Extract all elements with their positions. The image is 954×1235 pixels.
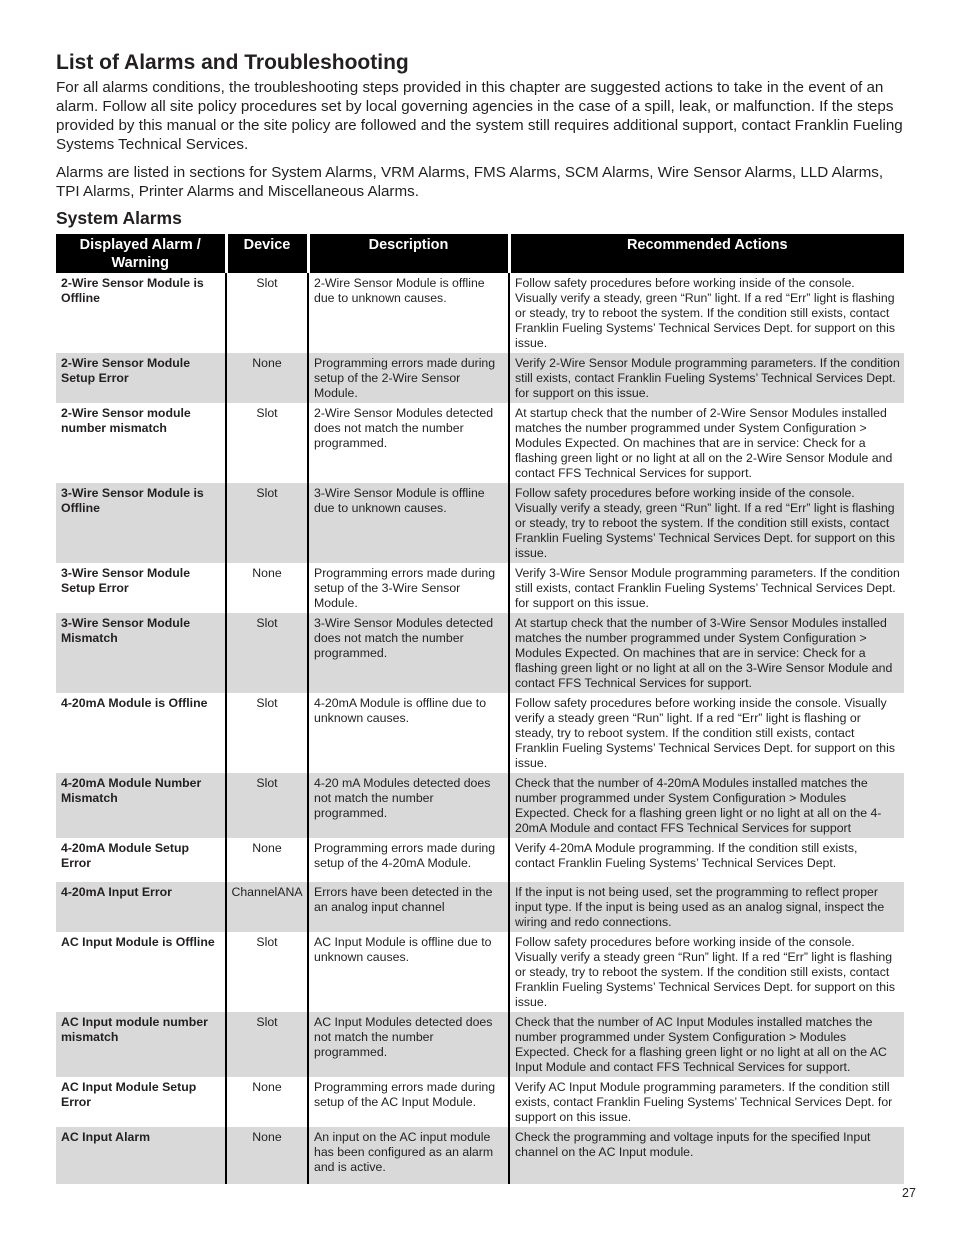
intro-text [56, 78, 904, 201]
cell-description: 4-20mA Module is offline due to unknown causes. [308, 693, 509, 773]
intro-paragraph: For all alarms conditions, the troubleshooting steps provided in this chapter are suggested actions to take in the event of an alarm. Follow all site policy procedures set by local governing agencies in the case of a spill, leak, or malfunction. If the steps provided by this manual or the site policy are followed and the system still requires additional support, contact Franklin Fueling Systems Technical Services. [56, 79, 903, 153]
cell-device: Slot [226, 483, 308, 563]
page-number: 27 [902, 1186, 916, 1200]
cell-device: None [226, 838, 308, 882]
cell-alarm: 3-Wire Sensor Module is Offline [56, 483, 226, 563]
column-header-actions: Recommended Actions [509, 234, 904, 273]
alarms-table [56, 234, 904, 1184]
cell-actions: Follow safety procedures before working inside the console. Visually verify a steady green “Run” light. If a red “Err” light is flashing or steady, try to reboot system. If the condition still exists, contact Franklin Fueling Systems’ Technical Services Dept. for support on this issue. [509, 693, 904, 773]
cell-description: 3-Wire Sensor Module is offline due to unknown causes. [308, 483, 509, 563]
cell-actions: At startup check that the number of 3-Wire Sensor Modules installed matches the number programmed under System Configuration > Modules Expected. On machines that are in service: Check for a flashing green light or no light at all on the 3-Wire Sensor Module and contact FFS Technical Services for support. [509, 613, 904, 693]
cell-actions: Follow safety procedures before working inside of the console. Visually verify a steady green “Run” light. If a red “Err” light is flashing or steady, try to reboot the system. If the condition still exists, contact Franklin Fueling Systems’ Technical Services Dept. for support on this issue. [509, 932, 904, 1012]
cell-description: Programming errors made during setup of the AC Input Module. [308, 1077, 509, 1127]
cell-alarm: AC Input Alarm [56, 1127, 226, 1184]
cell-alarm: AC Input Module Setup Error [61, 1080, 197, 1109]
table-row [56, 932, 904, 1012]
cell-actions: Follow safety procedures before working inside of the console. Visually verify a steady, green “Run” light. If a red “Err” light is flashing or steady, try to reboot the system. If the condition still exists, contact Franklin Fueling Systems’ Technical Services Dept. for support on this issue. [509, 483, 904, 563]
cell-device: Slot [226, 273, 308, 353]
cell-alarm: 4-20mA Module is Offline [61, 696, 208, 710]
cell-description: An input on the AC input module has been configured as an alarm and is active. [308, 1127, 509, 1184]
cell-device: Slot [226, 403, 308, 483]
cell-description: Programming errors made during setup of the 2-Wire Sensor Module. [308, 353, 509, 403]
table-row [56, 1077, 904, 1127]
cell-device: Slot [226, 693, 308, 773]
cell-alarm: 3-Wire Sensor Module Setup Error [61, 566, 191, 595]
cell-alarm: 4-20mA Module Setup Error [61, 841, 189, 870]
table-row [56, 838, 904, 882]
table-row [56, 693, 904, 773]
intro-paragraph: Alarms are listed in sections for System Alarms, VRM Alarms, FMS Alarms, SCM Alarms, Wire Sensor Alarms, LLD Alarms, TPI Alarms, Printer Alarms and Miscellaneous Alarms. [56, 164, 884, 200]
cell-alarm: 4-20mA Input Error [56, 882, 226, 932]
cell-device: Slot [226, 1012, 308, 1077]
section-title: System Alarms [56, 208, 182, 228]
cell-device: Slot [226, 773, 308, 838]
cell-description: Errors have been detected in the an analog input channel [308, 882, 509, 932]
cell-device: None [226, 1077, 308, 1127]
table-row [56, 1127, 904, 1184]
cell-alarm: 2-Wire Sensor Module Setup Error [56, 353, 226, 403]
cell-actions: Verify AC Input Module programming parameters. If the condition still exists, contact Franklin Fueling Systems’ Technical Services Dept. for support on this issue. [509, 1077, 904, 1127]
cell-description: AC Input Module is offline due to unknown causes. [308, 932, 509, 1012]
table-row [56, 563, 904, 613]
table-row [56, 403, 904, 483]
table-body [56, 273, 904, 1184]
table-row [56, 882, 904, 932]
cell-actions: Verify 4-20mA Module programming. If the condition still exists, contact Franklin Fueling Systems’ Technical Services Dept. [509, 838, 904, 882]
cell-actions: At startup check that the number of 2-Wire Sensor Modules installed matches the number programmed under System Configuration > Modules Expected. On machines that are in service: Check for a flashing green light or no light at all on the 2-Wire Sensor Module and contact FFS Technical Services for support. [509, 403, 904, 483]
cell-device: Slot [226, 613, 308, 693]
cell-actions: Check that the number of 4-20mA Modules installed matches the number programmed under System Configuration > Modules Expected. Check for a flashing green light or no light at all on the 4-20mA Module and contact FFS Technical Services for support [509, 773, 904, 838]
table-row [56, 483, 904, 563]
cell-description: 2-Wire Sensor Modules detected does not match the number programmed. [308, 403, 509, 483]
cell-description: 2-Wire Sensor Module is offline due to unknown causes. [308, 273, 509, 353]
table-row [56, 353, 904, 403]
cell-alarm: AC Input Module is Offline [61, 935, 215, 949]
page-title: List of Alarms and Troubleshooting [56, 51, 409, 74]
cell-description: 3-Wire Sensor Modules detected does not match the number programmed. [308, 613, 509, 693]
table-row [56, 1012, 904, 1077]
cell-actions: Verify 2-Wire Sensor Module programming parameters. If the condition still exists, contact Franklin Fueling Systems’ Technical Services Dept. for support on this issue. [509, 353, 904, 403]
column-header-alarm: Displayed Alarm / Warning [56, 234, 226, 273]
cell-device: None [226, 353, 308, 403]
cell-description: Programming errors made during setup of the 4-20mA Module. [308, 838, 509, 882]
cell-description: Programming errors made during setup of the 3-Wire Sensor Module. [308, 563, 509, 613]
column-header-device: Device [226, 234, 308, 273]
cell-alarm: 3-Wire Sensor Module Mismatch [56, 613, 226, 693]
table-row [56, 613, 904, 693]
cell-description: AC Input Modules detected does not match the number programmed. [308, 1012, 509, 1077]
cell-device: None [226, 1127, 308, 1184]
cell-actions: Verify 3-Wire Sensor Module programming parameters. If the condition still exists, contact Franklin Fueling Systems’ Technical Services Dept. for support on this issue. [509, 563, 904, 613]
cell-alarm: 2-Wire Sensor Module is Offline [61, 276, 204, 305]
cell-alarm: 2-Wire Sensor module number mismatch [61, 406, 191, 435]
cell-description: 4-20 mA Modules detected does not match the number programmed. [308, 773, 509, 838]
cell-alarm: AC Input module number mismatch [56, 1012, 226, 1077]
cell-alarm: 4-20mA Module Number Mismatch [56, 773, 226, 838]
table-row [56, 773, 904, 838]
cell-actions: Check the programming and voltage inputs for the specified Input channel on the AC Input module. [509, 1127, 904, 1184]
cell-actions: Follow safety procedures before working inside of the console. Visually verify a steady, green “Run” light. If a red “Err” light is flashing or steady, try to reboot the system. If the condition still exists, contact Franklin Fueling Systems’ Technical Services Dept. for support on this issue. [509, 273, 904, 353]
cell-device: ChannelANA [226, 882, 308, 932]
document-page [56, 50, 904, 1184]
cell-actions: Check that the number of AC Input Modules installed matches the number programmed under System Configuration > Modules Expected. Check for a flashing green light or no light at all on the AC Input Module and contact FFS Technical Services for support. [509, 1012, 904, 1077]
cell-device: None [226, 563, 308, 613]
cell-device: Slot [226, 932, 308, 1012]
table-row [56, 273, 904, 353]
column-header-description: Description [308, 234, 509, 273]
table-header-row [56, 234, 904, 273]
cell-actions: If the input is not being used, set the programming to reflect proper input type. If the input is being used as an analog signal, inspect the wiring and redo connections. [509, 882, 904, 932]
